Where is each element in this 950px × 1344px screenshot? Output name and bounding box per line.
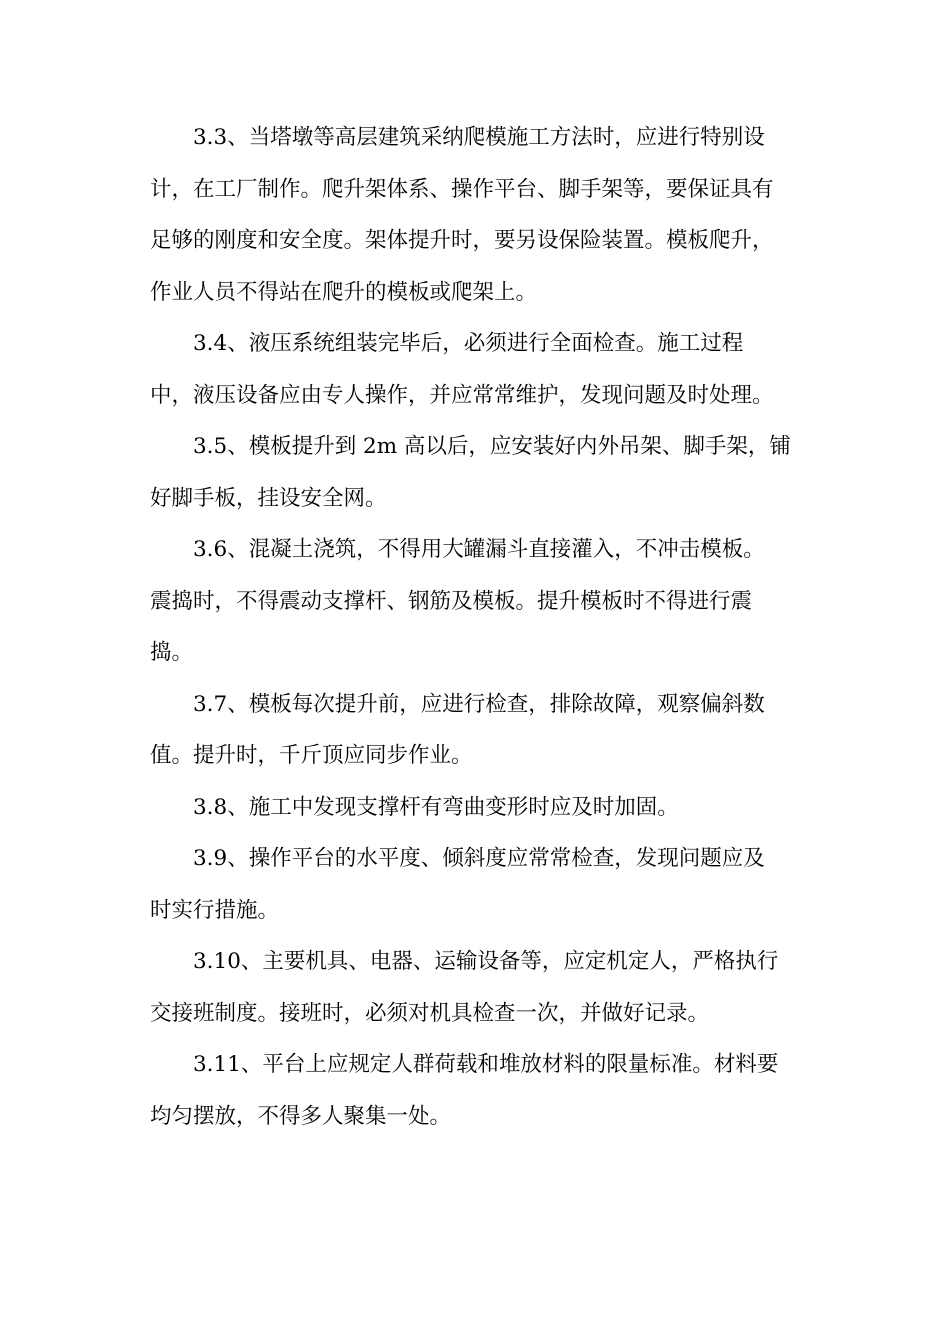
text-line: 值。提升时，千斤顶应同步作业。 xyxy=(150,743,473,768)
text-line: 足够的刚度和安全度。架体提升时，要另设保险装置。模板爬升， xyxy=(150,228,774,253)
text-line: 捣。 xyxy=(150,640,194,665)
text-line: 3.6、混凝土浇筑，不得用大罐漏斗直接灌入，不冲击模板。 xyxy=(193,537,765,562)
text-line: 3.7、模板每次提升前，应进行检查，排除故障，观察偏斜数 xyxy=(193,691,765,717)
text-line: 震捣时，不得震动支撑杆、钢筋及模板。提升模板时不得进行震 xyxy=(150,588,753,614)
text-line: 3.5、模板提升到 2m 高以后，应安装好内外吊架、脚手架，铺 xyxy=(193,434,791,459)
document-body xyxy=(150,112,800,1142)
text-line: 3.3、当塔墩等高层建筑采纳爬模施工方法时，应进行特别设 xyxy=(193,125,765,150)
text-line: 3.4、液压系统组装完毕后，必须进行全面检查。施工过程 xyxy=(193,331,744,356)
text-line: 3.8、施工中发现支撑杆有弯曲变形时应及时加固。 xyxy=(193,794,679,820)
text-line: 计，在工厂制作。爬升架体系、操作平台、脚手架等，要保证具有 xyxy=(150,176,774,202)
text-line: 时实行措施。 xyxy=(150,897,280,923)
text-line: 3.11、平台上应规定人群荷载和堆放材料的限量标准。材料要 xyxy=(193,1052,779,1077)
text-line: 中，液压设备应由专人操作，并应常常维护，发现问题及时处理。 xyxy=(150,382,774,408)
text-line: 3.9、操作平台的水平度、倾斜度应常常检查，发现问题应及 xyxy=(193,846,765,871)
text-line: 好脚手板，挂设安全网。 xyxy=(150,485,387,511)
text-line: 交接班制度。接班时，必须对机具检查一次，并做好记录。 xyxy=(150,1000,710,1026)
text-line: 3.10、主要机具、电器、运输设备等，应定机定人，严格执行 xyxy=(193,949,779,974)
text-line: 作业人员不得站在爬升的模板或爬架上。 xyxy=(150,279,538,305)
text-line: 均匀摆放，不得多人聚集一处。 xyxy=(150,1103,452,1129)
